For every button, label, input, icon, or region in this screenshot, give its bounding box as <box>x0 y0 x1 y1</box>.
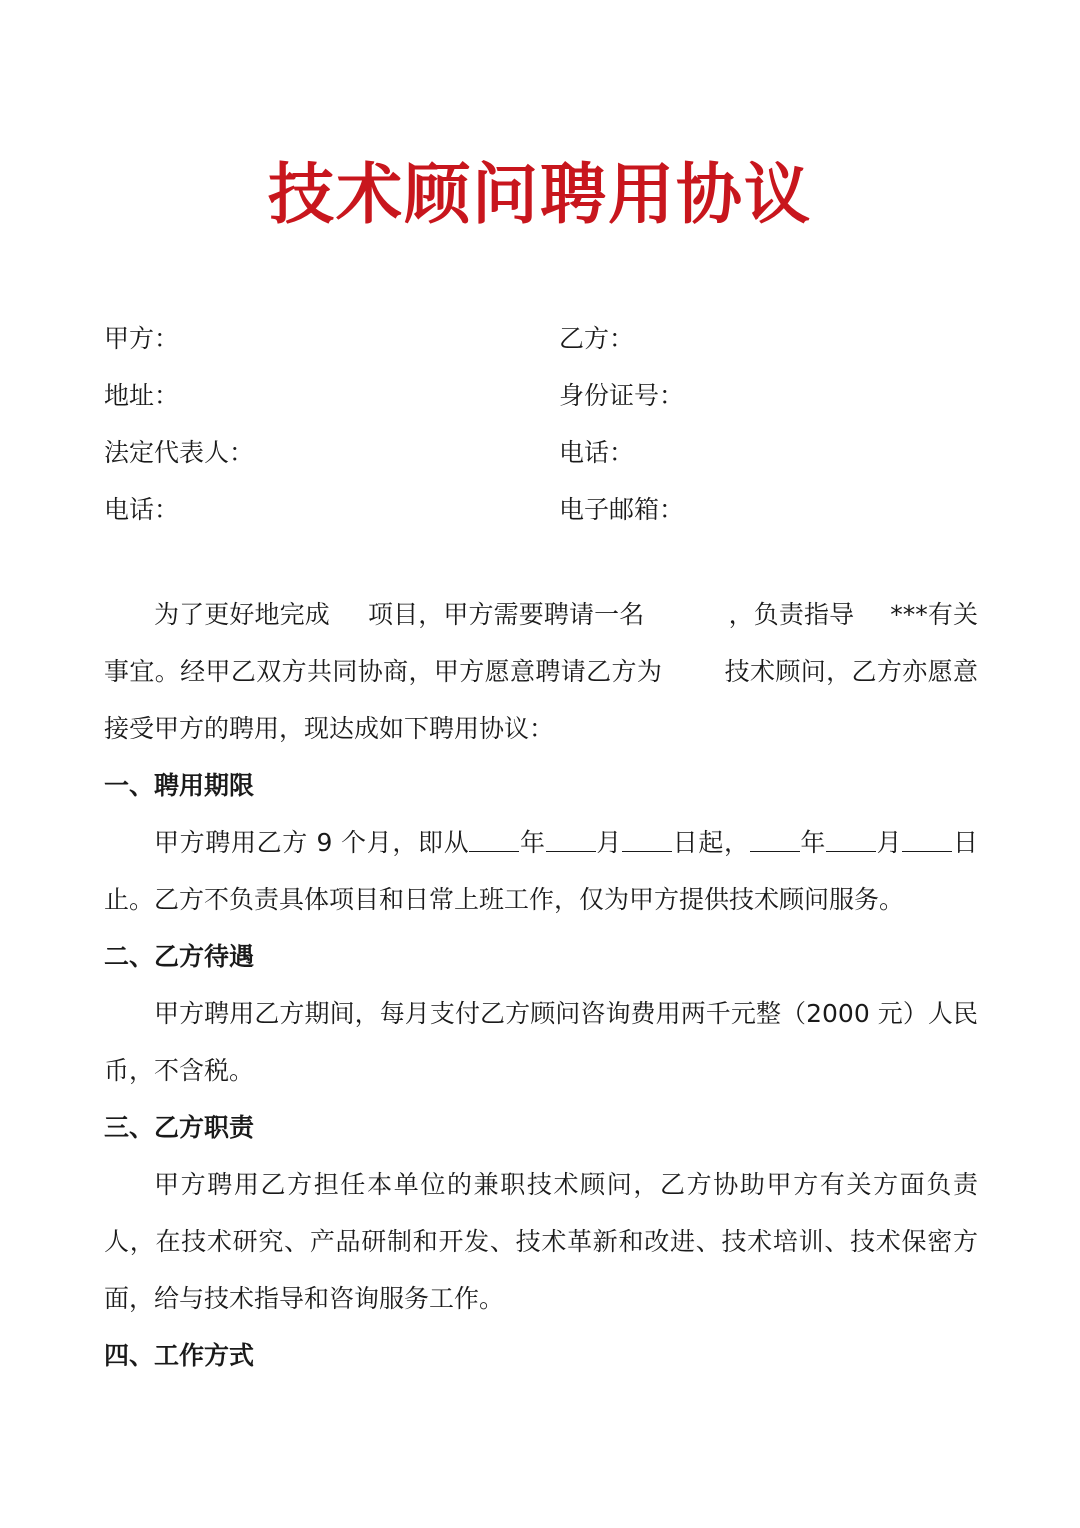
party-b-id-label: 身份证号： <box>559 380 685 410</box>
section-heading-compensation: 二、乙方待遇 <box>104 942 255 971</box>
party-a-rep-label: 法定代表人： <box>104 437 255 467</box>
intro-text-3: ，负责指导 <box>728 600 855 629</box>
party-row <box>104 479 984 536</box>
duties-paragraph: 甲方聘用乙方担任本单位的兼职技术顾问，乙方协助甲方有关方面负责人，在技术研究、产品研制和开发、技术革新和改进、技术培训、技术保密方面，给与技术指导和咨询服务工作。 <box>104 1170 978 1313</box>
day-from-label: 日起， <box>672 828 750 857</box>
blank-end-year[interactable] <box>750 824 800 853</box>
party-b-phone-label: 电话： <box>559 437 635 467</box>
month-label: 月 <box>595 828 623 857</box>
party-row <box>104 365 984 422</box>
blank-end-month[interactable] <box>826 824 876 853</box>
party-row <box>104 422 984 479</box>
party-a-label: 甲方： <box>104 323 180 353</box>
blank-start-year[interactable] <box>469 824 519 853</box>
party-row <box>104 308 984 365</box>
term-text: 甲方聘用乙方 9 个月，即从 <box>154 828 470 857</box>
party-b-label: 乙方： <box>559 323 635 353</box>
year-label: 年 <box>799 828 826 857</box>
agreement-body <box>104 586 978 1384</box>
party-a-phone-label: 电话： <box>104 494 180 524</box>
party-a-address-label: 地址： <box>104 380 180 410</box>
blank-end-day[interactable] <box>902 824 952 853</box>
section-heading-duties: 三、乙方职责 <box>104 1113 255 1142</box>
parties-block <box>104 308 984 536</box>
blank-start-month[interactable] <box>546 824 596 853</box>
party-b-email-label: 电子邮箱： <box>559 494 685 524</box>
section-heading-work-mode: 四、工作方式 <box>104 1341 255 1370</box>
intro-text-4: ***有关事宜。经甲乙双方共同协商，甲方愿意聘请乙方为 <box>104 600 978 686</box>
compensation-paragraph: 甲方聘用乙方期间，每月支付乙方顾问咨询费用两千元整（2000 元）人民币，不含税。 <box>104 999 978 1085</box>
year-label: 年 <box>519 828 546 857</box>
intro-text-1: 为了更好地完成 <box>154 600 330 629</box>
term-paragraph <box>104 814 978 928</box>
section-heading-term: 一、聘用期限 <box>104 771 255 800</box>
month-label: 月 <box>875 828 903 857</box>
document-title: 技术顾问聘用协议 <box>268 156 812 233</box>
intro-text-2: 项目，甲方需要聘请一名 <box>367 600 645 629</box>
intro-paragraph <box>104 586 978 757</box>
intro-text-5: 技术顾问，乙方亦愿意接受甲方的聘用，现达成如下聘用协议： <box>104 657 978 743</box>
blank-start-day[interactable] <box>622 824 672 853</box>
day-to-text: 日止。乙方不负责具体项目和日常上班工作，仅为甲方提供技术顾问服务。 <box>104 828 978 914</box>
